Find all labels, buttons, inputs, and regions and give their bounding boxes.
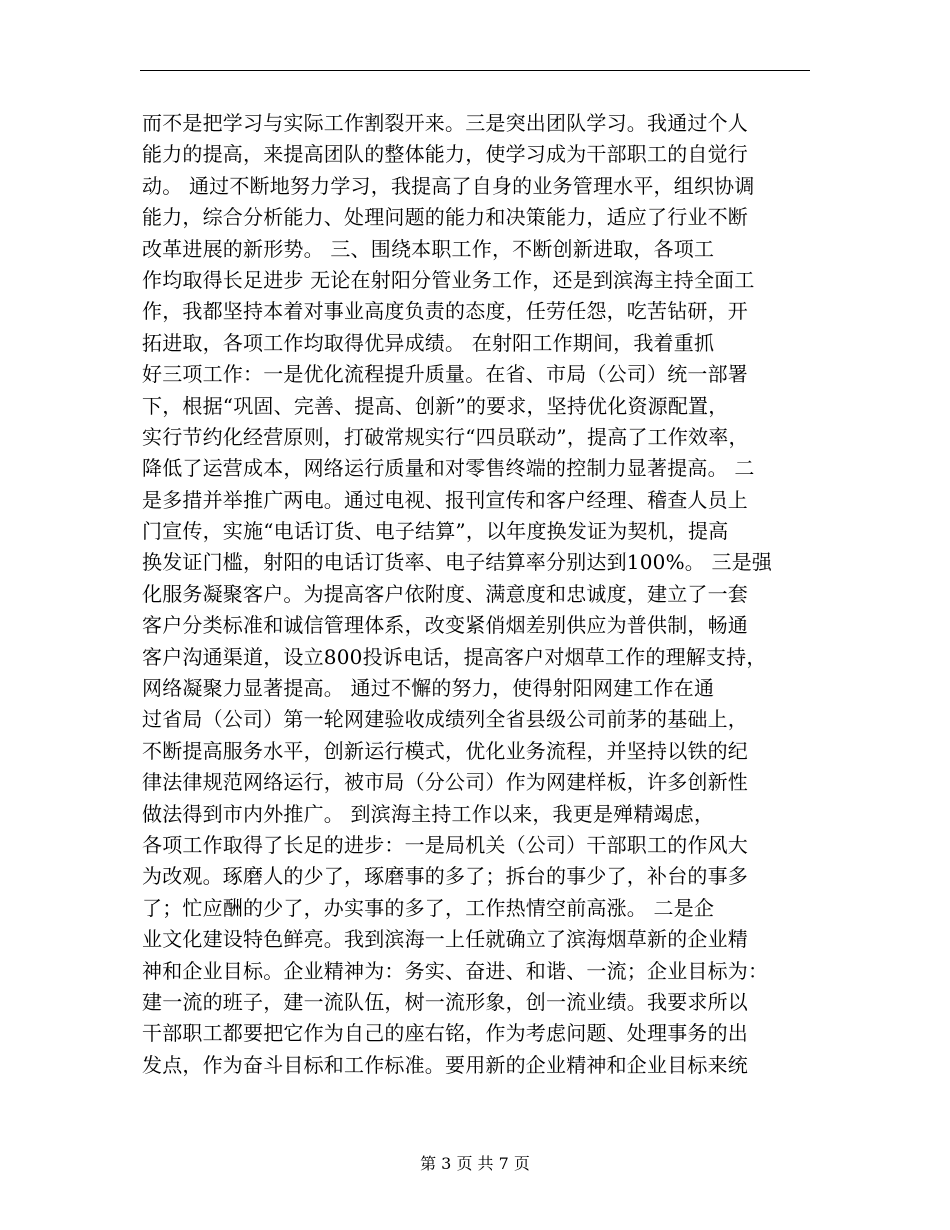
document-body <box>142 108 812 1081</box>
text-line: 改革进展的新形势。 三、围绕本职工作，不断创新进取，各项工 <box>142 236 715 261</box>
text-line: 业文化建设特色鲜亮。我到滨海一上任就确立了滨海烟草新的企业精 <box>142 927 748 952</box>
text-line: 过省局（公司）第一轮网建验收成绩列全省县级公司前茅的基础上， <box>142 707 748 732</box>
text-line: 作，我都坚持本着对事业高度负责的态度，任劳任怨，吃苦钻研，开 <box>142 299 748 324</box>
text-line: 化服务凝聚客户。为提高客户依附度、满意度和忠诚度，建立了一套 <box>142 581 748 606</box>
header-rule <box>140 70 810 71</box>
text-line: 律法律规范网络运行，被市局（分公司）作为网建样板，许多创新性 <box>142 770 748 795</box>
text-line: 建一流的班子，建一流队伍，树一流形象，创一流业绩。我要求所以 <box>142 989 748 1014</box>
text-line: 好三项工作：一是优化流程提升质量。在省、市局（公司）统一部署 <box>142 362 748 387</box>
text-line: 客户沟通渠道，设立800投诉电话，提高客户对烟草工作的理解支持， <box>142 644 767 669</box>
text-line: 神和企业目标。企业精神为：务实、奋进、和谐、一流；企业目标为： <box>142 958 769 983</box>
text-line: 做法得到市内外推广。 到滨海主持工作以来，我更是殚精竭虑， <box>142 801 715 826</box>
page-number-footer: 第 3 页 共 7 页 <box>420 1154 530 1173</box>
text-line: 而不是把学习与实际工作割裂开来。三是突出团队学习。我通过个人 <box>142 111 748 135</box>
text-line: 了；忙应酬的少了，办实事的多了，工作热情空前高涨。 二是企 <box>142 895 715 920</box>
text-line: 实行节约化经营原则，打破常规实行“四员联动”，提高了工作效率， <box>142 424 749 449</box>
text-line: 网络凝聚力显著提高。 通过不懈的努力，使得射阳网建工作在通 <box>142 676 715 701</box>
text-line: 拓进取，各项工作均取得优异成绩。 在射阳工作期间，我着重抓 <box>142 330 715 355</box>
text-line: 门宣传，实施“电话订货、电子结算”，以年度换发证为契机，提高 <box>142 519 729 544</box>
text-line: 能力，综合分析能力、处理问题的能力和决策能力，适应了行业不断 <box>142 205 748 230</box>
text-line: 发点，作为奋斗目标和工作标准。要用新的企业精神和企业目标来统 <box>142 1052 748 1077</box>
text-line: 动。 通过不断地努力学习，我提高了自身的业务管理水平，组织协调 <box>142 173 755 198</box>
text-line: 下，根据“巩固、完善、提高、创新”的要求，坚持优化资源配置， <box>142 393 729 418</box>
text-line: 降低了运营成本，网络运行质量和对零售终端的控制力显著提高。 二 <box>142 456 755 481</box>
text-line: 不断提高服务水平，创新运行模式，优化业务流程，并坚持以铁的纪 <box>142 738 748 763</box>
text-line: 换发证门槛，射阳的电话订货率、电子结算率分别达到100%。 三是强 <box>142 550 773 575</box>
text-line: 干部职工都要把它作为自己的座右铭，作为考虑问题、处理事务的出 <box>142 1021 748 1046</box>
text-line: 各项工作取得了长足的进步：一是局机关（公司）干部职工的作风大 <box>142 832 748 857</box>
text-line: 是多措并举推广两电。通过电视、报刊宣传和客户经理、稽查人员上 <box>142 487 748 512</box>
text-line: 客户分类标准和诚信管理体系，改变紧俏烟差别供应为普供制，畅通 <box>142 613 748 638</box>
text-line: 能力的提高，来提高团队的整体能力，使学习成为干部职工的自觉行 <box>142 142 748 167</box>
text-line: 为改观。琢磨人的少了，琢磨事的多了；拆台的事少了，补台的事多 <box>142 864 748 889</box>
text-line: 作均取得长足进步 无论在射阳分管业务工作，还是到滨海主持全面工 <box>142 267 755 292</box>
